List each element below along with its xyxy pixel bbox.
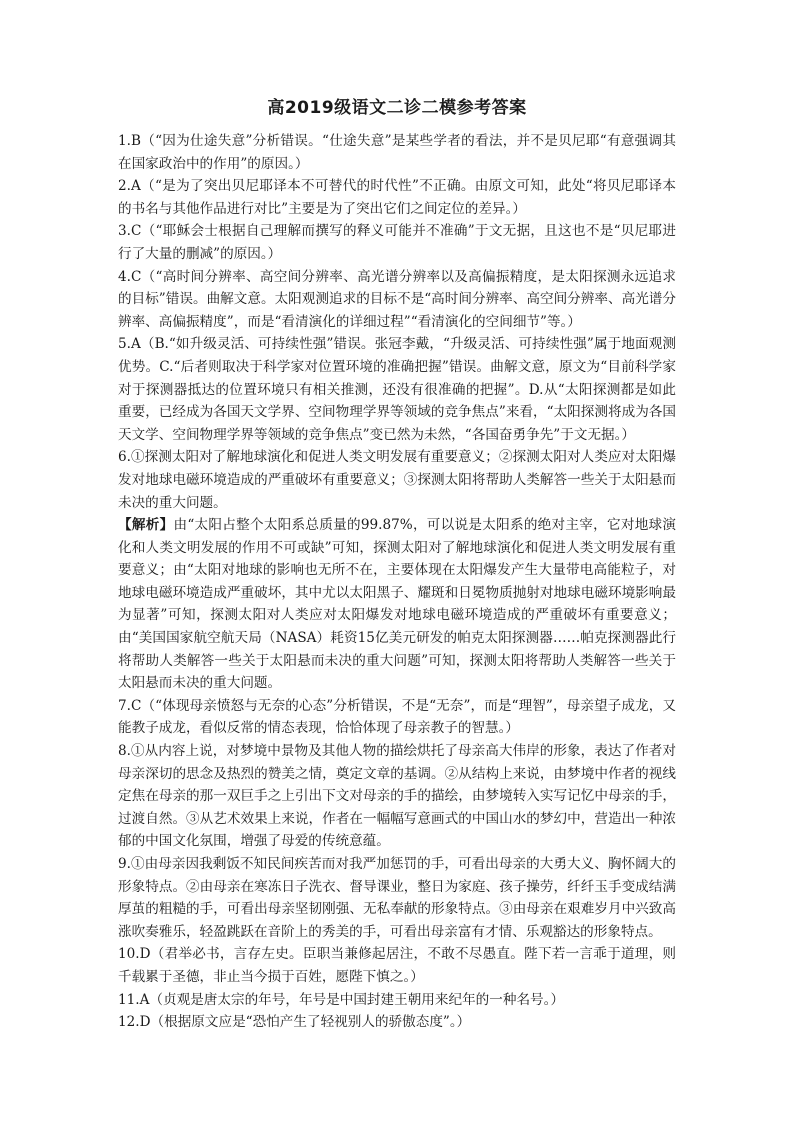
analysis-text: 由“太阳占整个太阳系总质量的99.87%，可以说是太阳系的绝对主宰，它对地球演化和人类文明发展的作用不可或缺”可知，探测太阳对了解地球演化和促进人类文明发展有重要意义；由“太阳对地球的影响也无所不在，主要体现在太阳爆发产生大量带电高能粒子，对地球电磁环境造成严重破坏，其中尤以太阳黑子、耀斑和日冕物质抛射对地球电磁环境影响最为显著”可知，探测太阳对人类应对太阳爆发对地球电磁环境造成的严重破坏有重要意义；由“美国国家航空航天局（NASA）耗资15亿美元研发的帕克太阳探测器……帕克探测器此行将帮助人类解答一些关于太阳悬而未决的重大问题”可知，探测太阳将帮助人类解答一些关于太阳悬而未决的重大问题。 <box>118 517 677 692</box>
analysis-paragraph <box>118 514 676 695</box>
answer-item-8: 8.①从内容上说，对梦境中景物及其他人物的描绘烘托了母亲高大伟岸的形象，表达了作者对母亲深切的思念及热烈的赞美之情，奠定文章的基调。②从结构上来说，由梦境中作者的视线定焦在母亲的那一双巨手之上引出下文对母亲的手的描绘，由梦境转入实写记忆中母亲的手，过渡自然。③从艺术效果上来说，作者在一幅幅写意画式的中国山水的梦幻中，营造出一种浓郁的中国文化氛围，增强了母爱的传统意蕴。 <box>118 743 676 850</box>
answer-item-3: 3.C（“耶稣会士根据自己理解而撰写的释义可能并不准确”于文无据，且这也不是“贝尼耶进行了大量的删减”的原因。） <box>118 223 676 262</box>
answer-item-5: 5.A（B.“如升级灵活、可持续性强”错误。张冠李戴，“升级灵活、可持续性强”属于地面观测优势。C.“后者则取决于科学家对位置环境的准确把握”错误。曲解文意，原文为“目前科学家对于探测器抵达的位置环境只有相关推测，还没有很准确的把握”。D.从“太阳探测都是如此重要，已经成为各国天文学界、空间物理学界等领域的竞争焦点”来看，“太阳探测将成为各国天文学、空间物理学界等领域的竞争焦点”变已然为未然，“各国奋勇争先”于文无据。） <box>118 336 676 443</box>
answer-list <box>118 130 676 1034</box>
answer-item-1: 1.B（“因为仕途失意”分析错误。“仕途失意”是某些学者的看法，并不是贝尼耶“有意强调其在国家政治中的作用”的原因。） <box>118 133 676 172</box>
answer-item-7: 7.C（“体现母亲愤怒与无奈的心态”分析错误，不是“无奈”，而是“理智”，母亲望子成龙，又能教子成龙，看似反常的情态表现，恰恰体现了母亲教子的智慧。） <box>118 697 676 737</box>
page-title: 高2019级语文二诊二模参考答案 <box>267 98 527 118</box>
answer-item-10: 10.D（君举必书，言存左史。臣职当兼修起居注，不敢不尽愚直。陛下若一言乖于道理，则千载累于圣德，非止当今损于百姓，愿陛下慎之。） <box>118 946 676 985</box>
answer-item-11: 11.A（贞观是唐太宗的年号，年号是中国封建王朝用来纪年的一种名号。） <box>118 991 565 1008</box>
answer-item-2: 2.A（“是为了突出贝尼耶译本不可替代的时代性”不正确。由原文可知，此处“将贝尼耶译本的书名与其他作品进行对比”主要是为了突出它们之间定位的差异。） <box>118 178 676 217</box>
answer-item-9: 9.①由母亲因我剩饭不知民间疾苦而对我严加惩罚的手，可看出母亲的大勇大义、胸怀阔大的形象特点。②由母亲在寒冻日子洗衣、督导课业，整日为家庭、孩子操劳，纤纤玉手变成结满厚茧的粗糙的手，可看出母亲坚韧刚强、无私奉献的形象特点。③由母亲在艰难岁月中兴致高涨吹奏雅乐，轻盈跳跃在音阶上的秀美的手，可看出母亲富有才情、乐观豁达的形象特点。 <box>118 856 676 940</box>
answer-item-4: 4.C（“高时间分辨率、高空间分辨率、高光谱分辨率以及高偏振精度，是太阳探测永远追求的目标”错误。曲解文意。太阳观测追求的目标不是“高时间分辨率、高空间分辨率、高光谱分辨率、高偏振精度”，而是“看清演化的详细过程”“看清演化的空间细节”等。） <box>118 268 676 330</box>
answer-item-12: 12.D（根据原文应是“恐怕产生了轻视别人的骄傲态度”。） <box>118 1014 471 1031</box>
answer-item-6: 6.①探测太阳对了解地球演化和促进人类文明发展有重要意义；②探测太阳对人类应对太阳爆发对地球电磁环境造成的严重破坏有重要意义；③探测太阳将帮助人类解答一些关于太阳悬而未决的重大问题。 <box>118 449 676 511</box>
analysis-tag: 【解析】 <box>118 517 174 534</box>
